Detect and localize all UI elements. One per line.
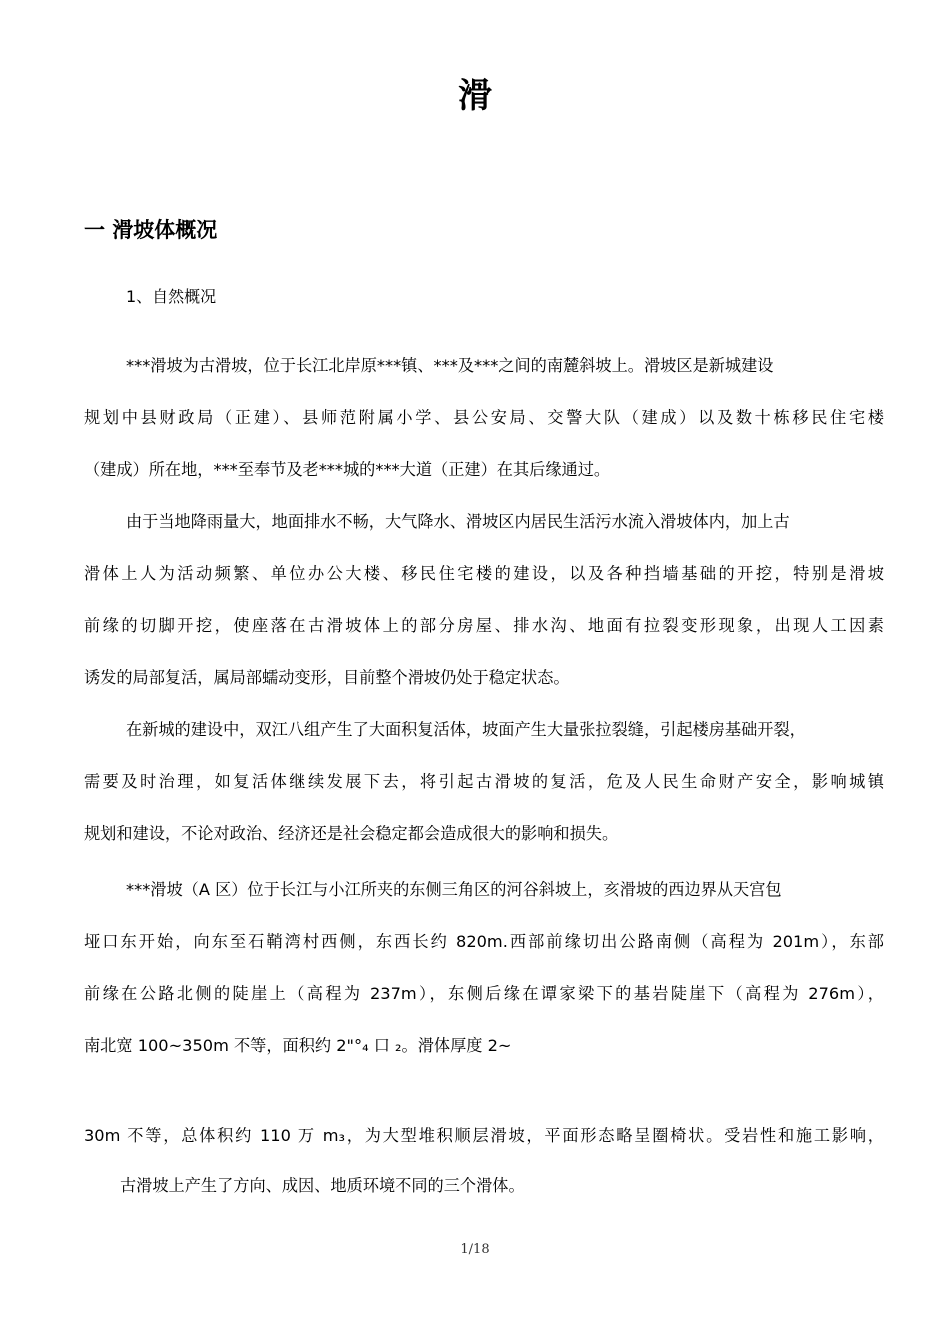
paragraph-line: 在新城的建设中，双江八组产生了大面积复活体，坡面产生大量张拉裂缝，引起楼房基础开裂，	[126, 720, 806, 739]
paragraph-line: 滑体上人为活动频繁、单位办公大楼、移民住宅楼的建设，以及各种挡墙基础的开挖，特别是滑坡	[84, 564, 884, 583]
page-number: 1/18	[460, 1242, 490, 1257]
paragraph-line: 南北宽 100~350m 不等，面积约 2"°₄ 口 ₂。滑体厚度 2~	[84, 1036, 512, 1055]
paragraph-line: 前缘的切脚开挖，使座落在古滑坡体上的部分房屋、排水沟、地面有拉裂变形现象，出现人工因素	[84, 616, 884, 635]
paragraph-line: ***滑坡（A 区）位于长江与小江所夹的东侧三角区的河谷斜坡上，亥滑坡的西边界从天宫包	[126, 880, 782, 899]
paragraph-line: 垭口东开始，向东至石鞘湾村西侧，东西长约 820m.西部前缘切出公路南侧（高程为 201m），东部	[84, 932, 884, 951]
section-heading: 一 滑坡体概况	[84, 218, 218, 242]
paragraph-line: （建成）所在地，***至奉节及老***城的***大道（正建）在其后缘通过。	[84, 460, 611, 479]
paragraph-line: 规划中县财政局（正建）、县师范附属小学、县公安局、交警大队（建成）以及数十栋移民住宅楼	[84, 408, 884, 427]
paragraph-line: 诱发的局部复活，属局部蠕动变形，目前整个滑坡仍处于稳定状态。	[84, 668, 570, 687]
paragraph-line: 由于当地降雨量大，地面排水不畅，大气降水、滑坡区内居民生活污水流入滑坡体内，加上古	[126, 512, 790, 531]
paragraph-line: 30m 不等，总体积约 110 万 m₃，为大型堆积顺层滑坡，平面形态略呈圈椅状。受岩性和施工影响，	[84, 1126, 884, 1145]
paragraph-line: 规划和建设，不论对政治、经济还是社会稳定都会造成很大的影响和损失。	[84, 824, 619, 843]
paragraph-line: 需要及时治理，如复活体继续发展下去，将引起古滑坡的复活，危及人民生命财产安全，影响城镇	[84, 772, 884, 791]
paragraph-line: ***滑坡为古滑坡，位于长江北岸原***镇、***及***之间的南麓斜坡上。滑坡区是新城建设	[126, 356, 774, 375]
paragraph-line: 前缘在公路北侧的陡崖上（高程为 237m），东侧后缘在谭家梁下的基岩陡崖下（高程为 276m），	[84, 984, 884, 1003]
sub-heading: 1、自然概况	[126, 287, 217, 306]
paragraph-line: 古滑坡上产生了方向、成因、地质环境不同的三个滑体。	[120, 1176, 525, 1195]
document-title: 滑	[458, 76, 492, 116]
